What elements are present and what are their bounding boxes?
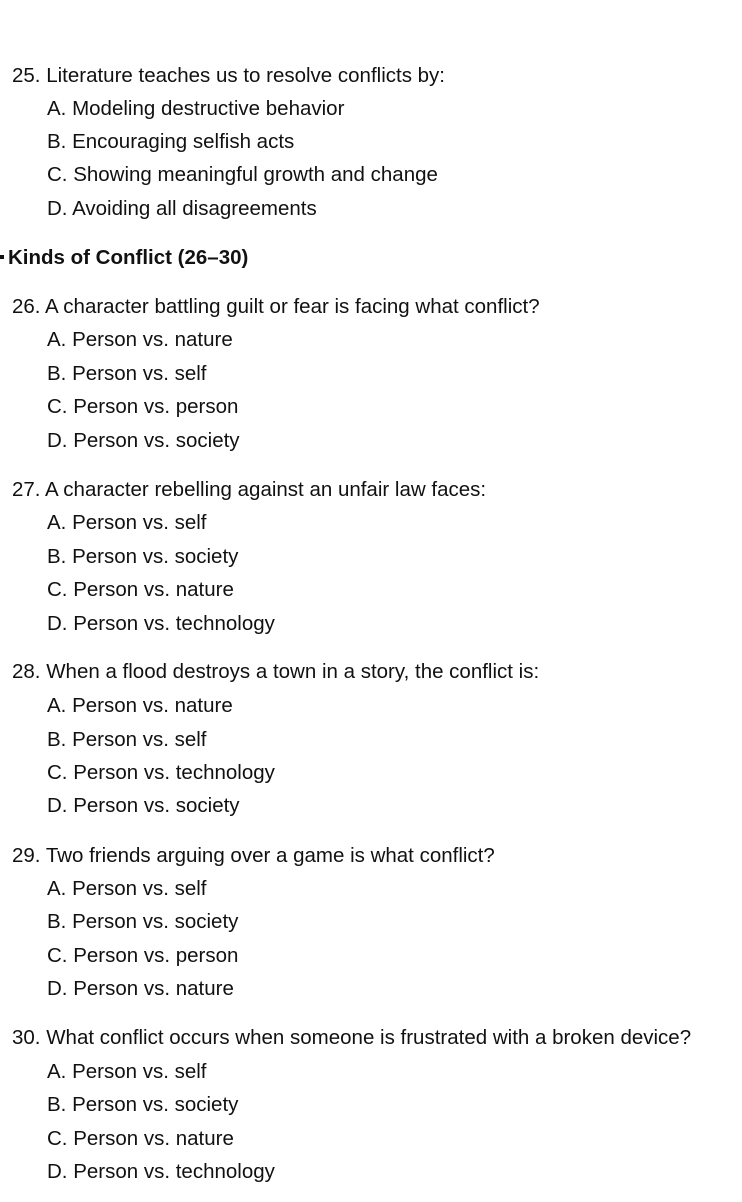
- question-26-option-b: B. Person vs. self: [47, 362, 207, 385]
- question-26-stem: 26. A character battling guilt or fear is facing what conflict?: [12, 295, 540, 318]
- question-27-option-d: D. Person vs. technology: [47, 612, 275, 635]
- question-28-option-d: D. Person vs. society: [47, 794, 240, 817]
- question-28-option-c: C. Person vs. technology: [47, 761, 275, 784]
- question-27-option-b: B. Person vs. society: [47, 545, 239, 568]
- question-28-stem: 28. When a flood destroys a town in a story, the conflict is:: [12, 660, 540, 683]
- question-25-option-a: A. Modeling destructive behavior: [47, 97, 345, 120]
- section-heading: [0, 246, 248, 270]
- question-28-option-b: B. Person vs. self: [47, 728, 207, 751]
- question-30-option-d: D. Person vs. technology: [47, 1160, 275, 1183]
- question-29-option-a: A. Person vs. self: [47, 877, 207, 900]
- question-30-option-b: B. Person vs. society: [47, 1093, 239, 1116]
- question-29-option-b: B. Person vs. society: [47, 910, 239, 933]
- question-29-option-c: C. Person vs. person: [47, 944, 239, 967]
- question-30-option-a: A. Person vs. self: [47, 1060, 207, 1083]
- question-26-option-c: C. Person vs. person: [47, 395, 239, 418]
- question-26-option-d: D. Person vs. society: [47, 429, 240, 452]
- question-30-stem: 30. What conflict occurs when someone is frustrated with a broken device?: [12, 1026, 692, 1049]
- question-27-option-a: A. Person vs. self: [47, 511, 207, 534]
- question-27-option-c: C. Person vs. nature: [47, 578, 234, 601]
- question-25-option-b: B. Encouraging selfish acts: [47, 130, 295, 153]
- section-title: Kinds of Conflict (26–30): [8, 246, 249, 269]
- question-25-option-c: C. Showing meaningful growth and change: [47, 163, 438, 186]
- question-29-stem: 29. Two friends arguing over a game is what conflict?: [12, 844, 495, 867]
- question-29-option-d: D. Person vs. nature: [47, 977, 234, 1000]
- bullet-icon: [0, 255, 4, 259]
- question-26-option-a: A. Person vs. nature: [47, 328, 233, 351]
- question-27-stem: 27. A character rebelling against an unfair law faces:: [12, 478, 487, 501]
- question-28-option-a: A. Person vs. nature: [47, 694, 233, 717]
- question-25-stem: 25. Literature teaches us to resolve conflicts by:: [12, 64, 446, 87]
- question-25-option-d: D. Avoiding all disagreements: [47, 197, 317, 220]
- question-30-option-c: C. Person vs. nature: [47, 1127, 234, 1150]
